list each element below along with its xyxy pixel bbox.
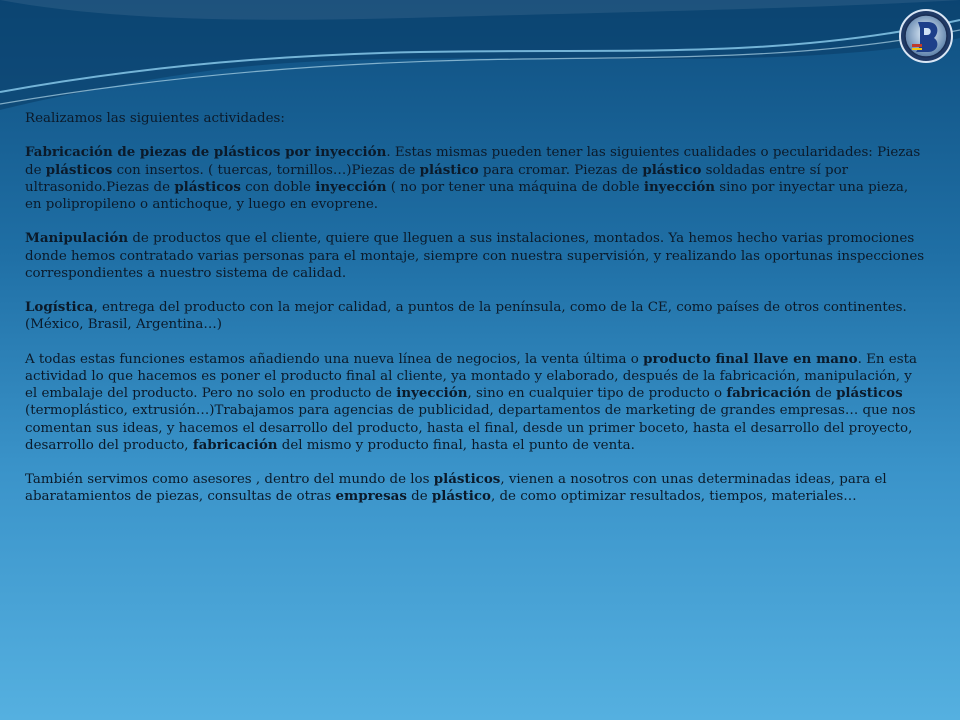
body-text: También servimos como asesores , dentro del mundo de los	[25, 472, 434, 488]
bold-keyword: plásticos	[174, 178, 241, 195]
slide-body	[25, 110, 925, 523]
bold-keyword: plásticos	[433, 471, 501, 488]
body-text: . En esta actividad lo que hacemos es poner el producto final al cliente, ya montado y elaborado, después de la fabricación, manipulación, y el embalaje del producto. Pero no solo en producto de	[25, 351, 917, 402]
body-text: (termoplástico, extrusión…)Trabajamos para agencias de publicidad, departamentos de marketing de grandes empresas… que nos comentan sus ideas, y hacemos el desarrollo del producto, hasta el final, desde un primer boceto, hasta el desarrollo del proyecto, desarrollo del producto,	[25, 403, 916, 453]
company-logo-icon	[898, 8, 954, 64]
body-text: con insertos. ( tuercas, tornillos…)Piezas de	[112, 162, 420, 178]
bold-keyword: plásticos	[836, 385, 903, 402]
bold-keyword: plástico	[642, 161, 702, 178]
bold-keyword: plástico	[419, 161, 479, 178]
body-text: de productos que el cliente, quiere que lleguen a sus instalaciones, montados. Ya hemos hecho varias promociones donde hemos contratado varias personas para el montaje, siempre con nuestra supervisión, y realizando las oportunas inspecciones correspondientes a nuestro sistema de calidad.	[25, 231, 925, 281]
bold-keyword: Manipulación	[25, 230, 129, 247]
bold-keyword: inyección	[315, 178, 387, 195]
bold-keyword: producto final llave en mano	[643, 350, 858, 367]
body-text: , sino en cualquier tipo de producto o	[467, 386, 727, 402]
body-text: para cromar. Piezas de	[478, 162, 643, 178]
body-text: , vienen a nosotros con unas determinadas ideas, para el abaratamientos de piezas, consultas de otras	[25, 472, 887, 505]
bold-keyword: fabricación	[726, 385, 812, 402]
paragraph-consulting	[25, 471, 925, 505]
body-text: de	[406, 489, 432, 505]
body-text: soldadas entre sí por ultrasonido.Piezas de	[25, 162, 849, 195]
bold-keyword: empresas	[335, 488, 407, 505]
body-text: , entrega del producto con la mejor calidad, a puntos de la península, como de la CE, como países de otros continentes. (México, Brasil, Argentina…)	[25, 300, 907, 333]
body-text: de	[811, 386, 837, 402]
bold-keyword: fabricación	[192, 436, 278, 453]
intro-text: Realizamos las siguientes actividades:	[25, 111, 285, 126]
paragraph-turnkey	[25, 351, 925, 454]
body-text: sino por inyectar una pieza, en polipropileno o antichoque, y luego en evoprene.	[25, 179, 909, 212]
bold-keyword: plástico	[431, 488, 491, 505]
bold-keyword: inyección	[643, 178, 716, 195]
bold-keyword: inyección	[396, 385, 468, 402]
body-text: ( no por tener una máquina de doble	[386, 179, 644, 195]
paragraph-logistics	[25, 299, 925, 333]
body-text: , de como optimizar resultados, tiempos, materiales…	[490, 489, 857, 505]
body-text: . Estas mismas pueden tener las siguientes cualidades o pecularidades: Piezas de	[25, 145, 921, 178]
paragraph-injection	[25, 144, 925, 213]
bold-keyword: Fabricación de piezas de plásticos por inyección	[25, 144, 387, 161]
body-text: con doble	[240, 179, 316, 195]
body-text: del mismo y producto final, hasta el punto de venta.	[277, 437, 635, 453]
bold-keyword: plásticos	[45, 161, 113, 178]
body-text: A todas estas funciones estamos añadiendo una nueva línea de negocios, la venta última o	[25, 351, 644, 367]
bold-keyword: Logística	[25, 299, 94, 316]
paragraph-handling	[25, 230, 925, 282]
